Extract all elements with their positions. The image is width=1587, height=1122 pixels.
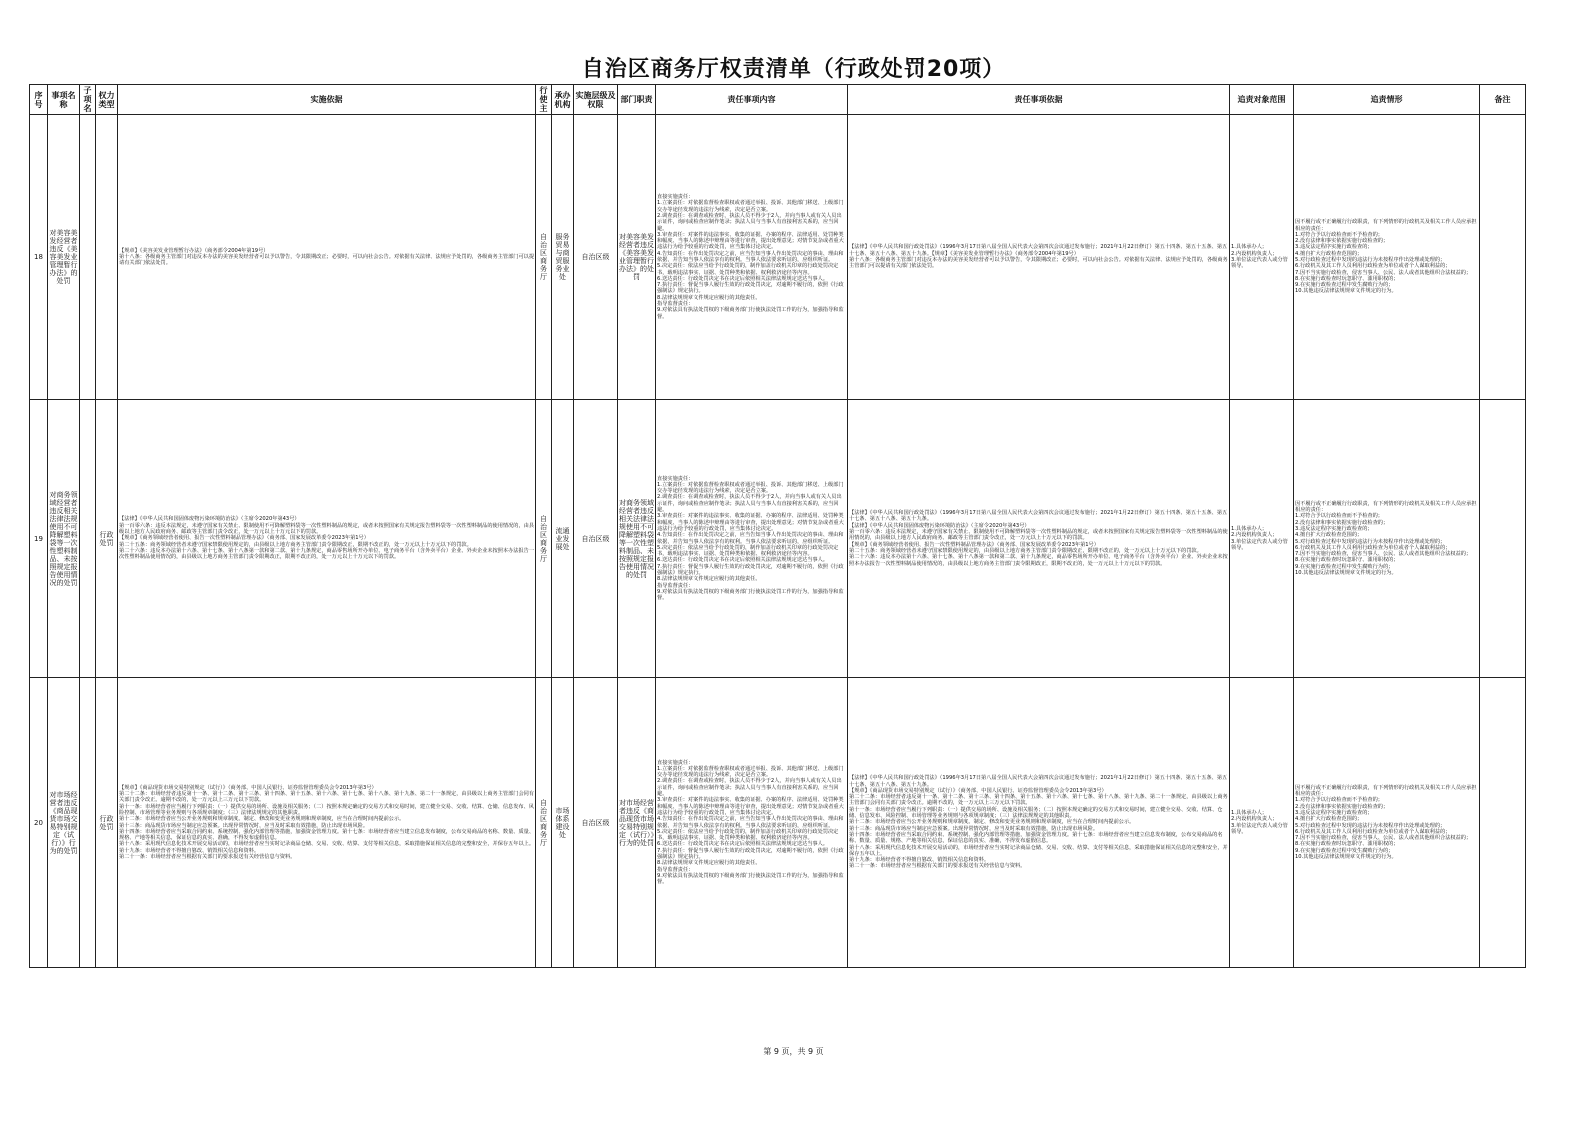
cell-office: 流通业发展处 (552, 400, 574, 678)
header-row (30, 85, 1526, 115)
page-number: 第 9 页，共 9 页 (763, 1047, 824, 1056)
cell-basis: 【规章】《商品现货市场交易特别规定（试行）》（商务部、中国人民银行、证券监督管理委员会令2013年第3号） 第二十二条：市场经营者违反第十一条、第十二条、第十三条、第十四条、第十五条、第十六条、第十七条、第十八条、第十九条、第二十一条规定，由县级以上商务主管部门会同有关部门责令改正。逾期不改的，处一万元以上三万元以下罚款。 第十一条：市场经营者应当履行下列职责：（一）提供交易的场所、设施及相关服务；（二）按照本规定确定的交易方式和交易时间，建立健全交易、交收、结算、仓储、信息发布、风险控制、市场管理等业务规则与各项规章制度；（三）法律法规规定的其他职责。 第十二条：市场经营者应当公开业务规则和规章制度。制定、修改和变更业务规则和规章制度，应当在合理时间内提前公示。 第十三条：商品现货市场应当制定应急预案。出现异常情况时，应当及时采取有效措施，防止出现市场风险。 第十四条：市场经营者应当采取合同约束、系统控制、强化内部管理等措施，加强资金管理力度。第十七条：市场经营者应当建立信息发布制度，公布交易商品的名称、数量、质量、规格、产地等相关信息，保证信息的真实、准确，不得发布虚假信息。 第十八条：采用现代信息化技术开展交易活动的，市场经营者应当实时记录商品仓储、交易、交收、结算、支付等相关信息，采取措施保证相关信息的完整和安全，并保存五年以上。 第十九条：市场经营者不得擅自篡改、销毁相关信息和资料。 第二十一条：市场经营者应当根据有关部门的要求报送有关经营信息与资料。 (118, 678, 536, 968)
cell-office: 服务贸易与商贸服务业处 (552, 115, 574, 400)
table-row (30, 400, 1526, 678)
cell-resp-basis: 【法律】《中华人民共和国行政处罚法》（1996年3月17日第八届全国人民代表大会第四次会议通过发布施行；2021年1月22日修订）第五十四条、第五十五条、第五十七条、第五十八条、第五十九条。【规章】《美容美发业管理暂行办法》（商务部令2004年第19号） 第十八条：各级商务主管部门对违反本办法的美容美发经营者可以予以警告，令其限期改正；必要时，可以向社会公告。对依据有关法律、法规应予处罚的，各级商务主管部门可以提请有关部门依法处罚。 (848, 115, 1230, 400)
cell-resp-basis: 【法律】《中华人民共和国行政处罚法》（1996年3月17日第八届全国人民代表大会第四次会议通过发布施行；2021年1月22日修订）第五十四条、第五十五条、第五十七条、第五十八条、第五十九条。 【法律】《中华人民共和国固体废物污染环境防治法》（主席令2020年第43号） 第一百零六条：违反本法规定，未遵守国家有关禁止、限制使用不可降解塑料袋等一次性塑料制品的规定，或者未按照国家有关规定报告塑料袋等一次性塑料制品的使用情况的，由县级以上地方人民政府商务、邮政等主管部门责令改正，处一万元以上十万元以下的罚款。 【规章】《商务领域经营者使用、报告一次性塑料制品管理办法》（商务部、国家发展改革委令2023年第1号） 第二十五条：商务领域经营者未遵守国家禁限使用规定的，由县级以上地方商务主管部门责令限期改正，限期不改正的，处一万元以上十万元以下的罚款。 第二十六条：违反本办法第十六条、第十七条、第十八条第一款和第二款、第十九条规定，商品零售场所开办单位、电子商务平台（含外卖平台）企业、外卖企业未按照本办法报告一次性塑料制品使用情况的，由县级以上地方商务主管部门责令限期改正，限期不改正的，处一万元以上十万元以下的罚款。 (848, 400, 1230, 678)
cell-cases: 因不履行或不正确履行行政职责，有下列情形的行政机关及相关工作人员应承担相应的责任： 1.对符合予以行政检查而不予检查的； 2.没有法律和事实依据实施行政检查的； 3.违反法定程序实施行政检查的； 4.擅自扩大行政检查范围的； 5.对行政检查过程中发现的违法行为未按程序作出处理或处理的； 6.行政机关及其工作人员利用行政检查为单位或者个人谋取利益的； 7.因不当实施行政检查，侵害当事人、公民、法人或者其他组织合法权益的； 8.在实施行政检查时玩忽职守、滥用职权的； 9.在实施行政检查过程中发生腐败行为的； 10.其他违反法律法规规章文件规定的行为。 (1294, 400, 1480, 678)
cell-sub (80, 400, 96, 678)
cell-subject: 自治区商务厅 (536, 678, 552, 968)
cell-duty: 对市场经营者违反《商品现货市场交易特别规定（试行）》行为的处罚 (618, 678, 656, 968)
header-sub: 子项名 (80, 85, 96, 115)
cell-remark (1480, 400, 1526, 678)
cell-name: 对美容美发经营者违反《美容美发业管理暂行办法》的处罚 (48, 115, 80, 400)
cell-cases: 因不履行或不正确履行行政职责，有下列情形的行政机关及相关工作人员应承担相应的责任： 1.对符合予以行政检查而不予检查的； 2.没有法律和事实依据实施行政检查的； 3.违反法定程序实施行政检查的； 4.擅自扩大行政检查范围的； 5.对行政检查过程中发现的违法行为未按程序作出处理或处理的； 6.行政机关及其工作人员利用行政检查为单位或者个人谋取利益的； 7.因不当实施行政检查，侵害当事人、公民、法人或者其他组织合法权益的； 8.在实施行政检查时玩忽职守、滥用职权的； 9.在实施行政检查过程中发生腐败行为的； 10.其他违反法律法规规章文件规定的行为。 (1294, 678, 1480, 968)
table-row (30, 115, 1526, 400)
cell-name: 对市场经营者违反《商品现货市场交易特别规定（试行）》行为的处罚 (48, 678, 80, 968)
cell-level: 自治区级 (574, 678, 618, 968)
cell-level: 自治区级 (574, 115, 618, 400)
cell-type: 行政处罚 (96, 678, 118, 968)
table-row (30, 678, 1526, 968)
cell-resp-basis: 【法律】《中华人民共和国行政处罚法》（1996年3月17日第八届全国人民代表大会第四次会议通过发布施行；2021年1月22日修订）第五十四条、第五十五条、第五十七条、第五十八条、第五十九条。 【规章】《商品现货市场交易特别规定（试行）》（商务部、中国人民银行、证券监督管理委员会令2013年第3号） 第二十二条：市场经营者违反第十一条、第十二条、第十三条、第十四条、第十五条、第十六条、第十七条、第十八条、第十九条、第二十一条规定，由县级以上商务主管部门会同有关部门责令改正。逾期不改的，处一万元以上三万元以下罚款。 第十一条：市场经营者应当履行下列职责：（一）提供交易的场所、设施及相关服务；（二）按照本规定确定的交易方式和交易时间，建立健全交易、交收、结算、仓储、信息发布、风险控制、市场管理等业务规则与各项规章制度；（三）法律法规规定的其他职责。 第十二条：市场经营者应当公开业务规则和规章制度。制定、修改和变更业务规则和规章制度，应当在合理时间内提前公示。 第十三条：商品现货市场应当制定应急预案。出现异常情况时，应当及时采取有效措施，防止出现市场风险。 第十四条：市场经营者应当采取合同约束、系统控制、强化内部管理等措施，加强资金管理力度。第十七条：市场经营者应当建立信息发布制度，公布交易商品的名称、数量、质量、规格、产地等相关信息，保证信息的真实、准确，不得发布虚假信息。 第十八条：采用现代信息化技术开展交易活动的，市场经营者应当实时记录商品仓储、交易、交收、结算、支付等相关信息，采取措施保证相关信息的完整和安全，并保存五年以上。 第十九条：市场经营者不得擅自篡改、销毁相关信息和资料。 第二十一条：市场经营者应当根据有关部门的要求报送有关经营信息与资料。 (848, 678, 1230, 968)
header-duty: 部门职责 (618, 85, 656, 115)
cell-resp: 直接实施责任： 1.立案责任：对依据监督检查职权或者通过举报、投诉、其他部门移送、上级部门交办等途径发现的违法行为线索，决定是否立案。 2.调查责任：在调查或检查时，执法人员不得少于2人，并向当事人或有关人员出示证件，询问或检查应制作笔录；执法人员与当事人有直接利害关系的，应当回避。 3.审查责任：对案件的违法事实、收集的证据、办案的程序、法律适用、处罚种类和幅度、当事人的陈述申辩理由等进行审查，提出处理意见；对情节复杂或者重大违法行为给予较重的行政处罚，应当集体讨论决定。 4.告知责任：在作出处罚决定之前，应当告知当事人作出处罚决定的事由、理由和依据，并告知当事人依法享有的权利。当事人依法要求听证的，应组织听证。 5.决定责任：依法应当给予行政处罚的，制作加盖行政机关印章的行政处罚决定书，载明违法事实、证据、处罚种类和依据、权利救济途径等内容。 6.送达责任：行政处罚决定书在决定后依照相关法律法规规定送达当事人。 7.执行责任：督促当事人履行生效的行政处罚决定，对逾期不履行的，依照《行政强制法》规定执行。 8.法律法规规章文件规定应履行的其他责任。 指导监督责任： 9.对依法具有执法处罚权的下级商务部门行使执法处罚工作的行为，加强指导和监督。 (656, 400, 848, 678)
cell-subject: 自治区商务厅 (536, 400, 552, 678)
cell-resp: 直接实施责任： 1.立案责任：对依据监督检查职权或者通过举报、投诉、其他部门移送、上级部门交办等途径发现的违法行为线索，决定是否立案。 2.调查责任：在调查或检查时，执法人员不得少于2人，并向当事人或有关人员出示证件，询问或检查应制作笔录；执法人员与当事人有直接利害关系的，应当回避。 3.审查责任：对案件的违法事实、收集的证据、办案的程序、法律适用、处罚种类和幅度、当事人的陈述申辩理由等进行审查，提出处理意见；对情节复杂或者重大违法行为给予较重的行政处罚，应当集体讨论决定。 4.告知责任：在作出处罚决定之前，应当告知当事人作出处罚决定的事由、理由和依据，并告知当事人依法享有的权利。当事人依法要求听证的，应组织听证。 5.决定责任：依法应当给予行政处罚的，制作加盖行政机关印章的行政处罚决定书，载明违法事实、证据、处罚种类和依据、权利救济途径等内容。 6.送达责任：行政处罚决定书在决定后依照相关法律法规规定送达当事人。 7.执行责任：督促当事人履行生效的行政处罚决定，对逾期不履行的，依照《行政强制法》规定执行。 8.法律法规规章文件规定应履行的其他责任。 指导监督责任： 9.对依法具有执法处罚权的下级商务部门行使执法处罚工作的行为，加强指导和监督。 (656, 678, 848, 968)
cell-seq: 19 (30, 400, 48, 678)
cell-subject: 自治区商务厅 (536, 115, 552, 400)
header-resp: 责任事项内容 (656, 85, 848, 115)
cell-remark (1480, 678, 1526, 968)
header-level: 实施层级及权限 (574, 85, 618, 115)
cell-resp: 直接实施责任： 1.立案责任：对依据监督检查职权或者通过举报、投诉、其他部门移送、上级部门交办等途径发现的违法行为线索，决定是否立案。 2.调查责任：在调查或检查时，执法人员不得少于2人，并向当事人或有关人员出示证件，询问或检查应制作笔录；执法人员与当事人有直接利害关系的，应当回避。 3.审查责任：对案件的违法事实、收集的证据、办案的程序、法律适用、处罚种类和幅度、当事人的陈述申辩理由等进行审查，提出处理意见；对情节复杂或者重大违法行为给予较重的行政处罚，应当集体讨论决定。 4.告知责任：在作出处罚决定之前，应当告知当事人作出处罚决定的事由、理由和依据，并告知当事人依法享有的权利。当事人依法要求听证的，应组织听证。 5.决定责任：依法应当给予行政处罚的，制作加盖行政机关印章的行政处罚决定书，载明违法事实、证据、处罚种类和依据、权利救济途径等内容。 6.送达责任：行政处罚决定书在决定后依照相关法律法规规定送达当事人。 7.执行责任：督促当事人履行生效的行政处罚决定，对逾期不履行的，依照《行政强制法》规定执行。 8.法律法规规章文件规定应履行的其他责任。 指导监督责任： 9.对依法具有执法处罚权的下级商务部门行使执法处罚工作的行为，加强指导和监督。 (656, 115, 848, 400)
cell-duty: 对美容美发经营者违反《美容美发业管理暂行办法》的处罚 (618, 115, 656, 400)
responsibility-table (29, 84, 1526, 968)
header-cases: 追责情形 (1294, 85, 1480, 115)
cell-cases: 因不履行或不正确履行行政职责，有下列情形的行政机关及相关工作人员应承担相应的责任： 1.对符合予以行政检查而不予检查的； 2.没有法律和事实依据实施行政检查的； 3.违反法定程序实施行政检查的； 4.擅自扩大行政检查范围的； 5.对行政检查过程中发现的违法行为未按程序作出处理或处理的； 6.行政机关及其工作人员利用行政检查为单位或者个人谋取利益的； 7.因不当实施行政检查，侵害当事人、公民、法人或者其他组织合法权益的； 8.在实施行政检查时玩忽职守、滥用职权的； 9.在实施行政检查过程中发生腐败行为的； 10.其他违反法律法规规章文件规定的行为。 (1294, 115, 1480, 400)
header-type: 权力类型 (96, 85, 118, 115)
cell-scope: 1.具体承办人； 2.内设机构负责人； 3.单位法定代表人或分管领导。 (1230, 400, 1294, 678)
header-name: 事项名称 (48, 85, 80, 115)
cell-name: 对商务领域经营者违反相关法律法规使用不可降解塑料袋等一次性塑料制品、未按照规定报告使用情况的处罚 (48, 400, 80, 678)
cell-type: 行政处罚 (96, 400, 118, 678)
cell-scope: 1.具体承办人； 2.内设机构负责人； 3.单位法定代表人或分管领导。 (1230, 115, 1294, 400)
header-office: 承办机构 (552, 85, 574, 115)
cell-seq: 18 (30, 115, 48, 400)
cell-level: 自治区级 (574, 400, 618, 678)
cell-sub (80, 115, 96, 400)
cell-basis: 【规章】《美容美发业管理暂行办法》（商务部令2004年第19号） 第十八条：各级商务主管部门对违反本办法的美容美发经营者可以予以警告，令其限期改正；必要时，可以向社会公告。对依据有关法律、法规应予处罚的，各级商务主管部门可以提请有关部门依法处罚。 (118, 115, 536, 400)
header-resp-basis: 责任事项依据 (848, 85, 1230, 115)
cell-duty: 对商务领域经营者违反相关法律法规使用不可降解塑料袋等一次性塑料制品、未按照规定报告使用情况的处罚 (618, 400, 656, 678)
cell-basis: 【法律】《中华人民共和国固体废物污染环境防治法》（主席令2020年第43号） 第一百零六条：违反本法规定，未遵守国家有关禁止、限制使用不可降解塑料袋等一次性塑料制品的规定，或者未按照国家有关规定报告塑料袋等一次性塑料制品的使用情况的，由县级以上地方人民政府商务、邮政等主管部门责令改正，处一万元以上十万元以下的罚款。 【规章】《商务领域经营者使用、报告一次性塑料制品管理办法》（商务部、国家发展改革委令2023年第1号） 第二十五条：商务领域经营者未遵守国家禁限使用规定的，由县级以上地方商务主管部门责令限期改正，限期不改正的，处一万元以上十万元以下的罚款。 第二十六条：违反本办法第十六条、第十七条、第十八条第一款和第二款、第十九条规定，商品零售场所开办单位、电子商务平台（含外卖平台）企业、外卖企业未按照本办法报告一次性塑料制品使用情况的，由县级以上地方商务主管部门责令限期改正，限期不改正的，处一万元以上十万元以下的罚款。 (118, 400, 536, 678)
header-remark: 备注 (1480, 85, 1526, 115)
page-title: 自治区商务厅权责清单（行政处罚20项） (581, 57, 1006, 82)
header-scope: 追责对象范围 (1230, 85, 1294, 115)
cell-remark (1480, 115, 1526, 400)
header-seq: 序号 (30, 85, 48, 115)
header-subject: 行使主 (536, 85, 552, 115)
cell-type (96, 115, 118, 400)
cell-office: 市场体系建设处 (552, 678, 574, 968)
cell-sub (80, 678, 96, 968)
cell-scope: 1.具体承办人； 2.内设机构负责人； 3.单位法定代表人或分管领导。 (1230, 678, 1294, 968)
header-basis: 实施依据 (118, 85, 536, 115)
cell-seq: 20 (30, 678, 48, 968)
